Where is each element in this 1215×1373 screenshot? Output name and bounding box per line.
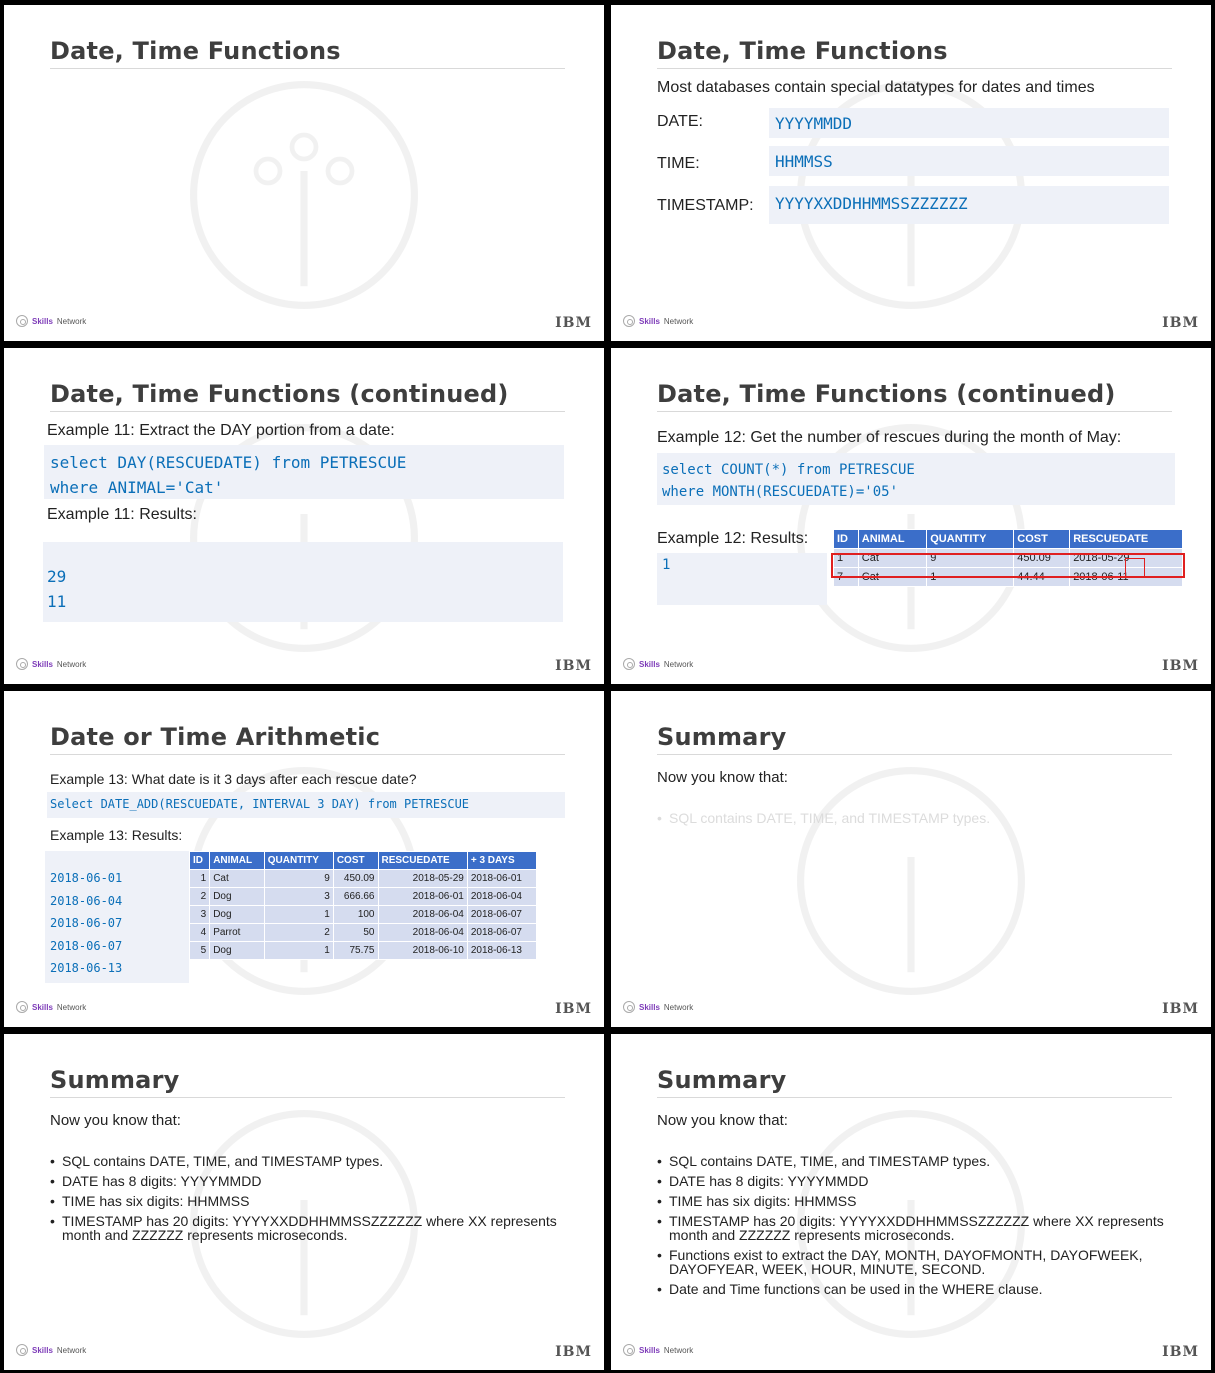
slide-6[interactable] — [611, 691, 1211, 1027]
results-block — [657, 553, 827, 605]
skills-network-logo: Skills Network — [623, 1344, 693, 1356]
list-item: • DATE has 8 digits: YYYYMMDD — [657, 1174, 1167, 1188]
result-value: 1 — [662, 557, 671, 573]
table-row: 3 Dog 1 100 2018-06-04 2018-06-07 — [190, 906, 537, 924]
column-header: ANIMAL — [858, 530, 926, 549]
column-header: RESCUEDATE — [1070, 530, 1183, 549]
result-value: 2018-06-07 — [50, 916, 123, 930]
slide-title: Date or Time Arithmetic — [50, 723, 565, 755]
skills-network-logo: Skills Network — [16, 1001, 86, 1013]
slide-title: Summary — [657, 723, 1172, 755]
ibm-logo: IBM — [555, 1344, 592, 1360]
ibm-logo: IBM — [1162, 1344, 1199, 1360]
table-row: 1 Cat 9 450.09 2018-05-29 — [834, 549, 1183, 568]
table-row: 2 Dog 3 666.66 2018-06-01 2018-06-04 — [190, 888, 537, 906]
list-item: • DATE has 8 digits: YYYYMMDD — [50, 1174, 560, 1188]
slide-title: Date, Time Functions (continued) — [657, 380, 1172, 412]
slide-title: Date, Time Functions — [657, 37, 1172, 69]
slide-title: Summary — [50, 1066, 565, 1098]
list-item: • TIME has six digits: HHMMSS — [50, 1194, 560, 1208]
slide-title: Summary — [657, 1066, 1172, 1098]
result-value: 29 — [47, 567, 67, 586]
list-item: • Functions exist to extract the DAY, MONTH, DAYOFMONTH, DAYOFWEEK, DAYOFYEAR, WEEK, HOUR, MINUTE, SECOND. — [657, 1248, 1167, 1276]
intro-text: Most databases contain special datatypes for dates and times — [657, 79, 1095, 96]
result-value: 11 — [47, 592, 67, 611]
column-header: COST — [1014, 530, 1070, 549]
slide-7[interactable] — [4, 1034, 604, 1370]
sql-code-block — [657, 453, 1175, 505]
ibm-logo: IBM — [1162, 1001, 1199, 1017]
skills-network-icon — [623, 658, 635, 670]
intro-text: Now you know that: — [657, 769, 788, 786]
list-item: • TIMESTAMP has 20 digits: YYYYXXDDHHMMSSZZZZZZ where XX represents month and ZZZZZZ represents microseconds. — [50, 1214, 560, 1242]
code-line: where MONTH(RESCUEDATE)='05' — [662, 484, 899, 500]
example-text: Example 12: Get the number of rescues during the month of May: — [657, 429, 1122, 446]
table-row: 7 Cat 1 44.44 2018-06-11 — [834, 568, 1183, 587]
slide-1[interactable] — [4, 5, 604, 341]
list-item: • TIME has six digits: HHMMSS — [657, 1194, 1167, 1208]
list-item: • SQL contains DATE, TIME, and TIMESTAMP types. — [50, 1154, 560, 1168]
skills-network-icon — [623, 315, 635, 327]
timestamp-format: YYYYXXDDHHMMSSZZZZZZ — [769, 186, 1169, 224]
column-header: ID — [190, 852, 210, 870]
sql-code-block: select DAY(RESCUEDATE) from PETRESCUE where ANIMAL='Cat' — [44, 445, 564, 499]
list-item: • SQL contains DATE, TIME, and TIMESTAMP types. — [657, 1154, 1167, 1168]
example-text: Example 11: Extract the DAY portion from a date: — [47, 422, 395, 439]
results-label: Example 11: Results: — [47, 506, 197, 523]
timestamp-label: TIMESTAMP: — [657, 197, 754, 214]
code-line: select COUNT(*) from PETRESCUE — [662, 462, 915, 478]
slide-title: Date, Time Functions (continued) — [50, 380, 565, 412]
skills-network-logo: Skills Network — [16, 1344, 86, 1356]
skills-network-icon — [16, 315, 28, 327]
time-format: HHMMSS — [769, 146, 1169, 176]
result-value: 2018-06-04 — [50, 893, 123, 908]
time-label: TIME: — [657, 155, 700, 172]
slide-8[interactable] — [611, 1034, 1211, 1370]
ibm-logo: IBM — [1162, 315, 1199, 331]
date-label: DATE: — [657, 113, 703, 130]
result-value: 2018-06-13 — [50, 961, 123, 975]
intro-text: Now you know that: — [50, 1112, 181, 1129]
skills-network-icon — [16, 1001, 28, 1013]
list-item: • Date and Time functions can be used in the WHERE clause. — [657, 1282, 1167, 1296]
results-label: Example 12: Results: — [657, 530, 809, 547]
column-header: QUANTITY — [927, 530, 1014, 549]
slide-3[interactable] — [4, 348, 604, 684]
list-item: • SQL contains DATE, TIME, and TIMESTAMP types. — [657, 811, 1167, 825]
date-format: YYYYMMDD — [769, 108, 1169, 138]
petrescue-table — [189, 851, 537, 960]
results-block — [45, 851, 189, 983]
slide-5[interactable] — [4, 691, 604, 1027]
ibm-logo: IBM — [555, 1001, 592, 1017]
slide-4[interactable] — [611, 348, 1211, 684]
ibm-logo: IBM — [555, 658, 592, 674]
table-row: 5 Dog 1 75.75 2018-06-10 2018-06-13 — [190, 942, 537, 960]
tree-watermark-icon — [184, 75, 424, 315]
skills-network-logo: Skills Network — [16, 658, 86, 670]
slide-title: Date, Time Functions — [50, 37, 565, 69]
ibm-logo: IBM — [1162, 658, 1199, 674]
skills-network-icon — [16, 658, 28, 670]
result-value: 2018-06-01 — [50, 871, 123, 885]
skills-network-logo: Skills Network — [623, 315, 693, 327]
column-header: + 3 DAYS — [467, 852, 536, 870]
results-block — [43, 542, 563, 622]
tree-watermark-icon — [791, 761, 1031, 1001]
table-row: 4 Parrot 2 50 2018-06-04 2018-06-07 — [190, 924, 537, 942]
skills-network-logo: Skills Network — [623, 658, 693, 670]
skills-network-icon — [16, 1344, 28, 1356]
summary-list — [657, 1154, 1167, 1302]
list-item: • TIMESTAMP has 20 digits: YYYYXXDDHHMMSSZZZZZZ where XX represents month and ZZZZZZ represents microseconds. — [657, 1214, 1167, 1242]
result-value: 2018-06-07 — [50, 938, 123, 953]
column-header: ID — [834, 530, 859, 549]
skills-network-logo: Skills Network — [623, 1001, 693, 1013]
ibm-logo: IBM — [555, 315, 592, 331]
column-header: QUANTITY — [264, 852, 333, 870]
table-row: 1 Cat 9 450.09 2018-05-29 2018-06-01 — [190, 870, 537, 888]
skills-network-icon — [623, 1001, 635, 1013]
results-label: Example 13: Results: — [50, 827, 183, 843]
summary-list — [657, 811, 1167, 831]
intro-text: Now you know that: — [657, 1112, 788, 1129]
summary-list — [50, 1154, 560, 1248]
sql-code-block: Select DATE_ADD(RESCUEDATE, INTERVAL 3 DAY) from PETRESCUE — [47, 792, 565, 818]
slide-2[interactable] — [611, 5, 1211, 341]
example-text: Example 13: What date is it 3 days after each rescue date? — [50, 771, 417, 787]
skills-network-logo: Skills Network — [16, 315, 86, 327]
column-header: COST — [333, 852, 378, 870]
column-header: ANIMAL — [210, 852, 265, 870]
skills-network-icon — [623, 1344, 635, 1356]
column-header: RESCUEDATE — [378, 852, 467, 870]
month-highlight-box — [1125, 558, 1145, 577]
